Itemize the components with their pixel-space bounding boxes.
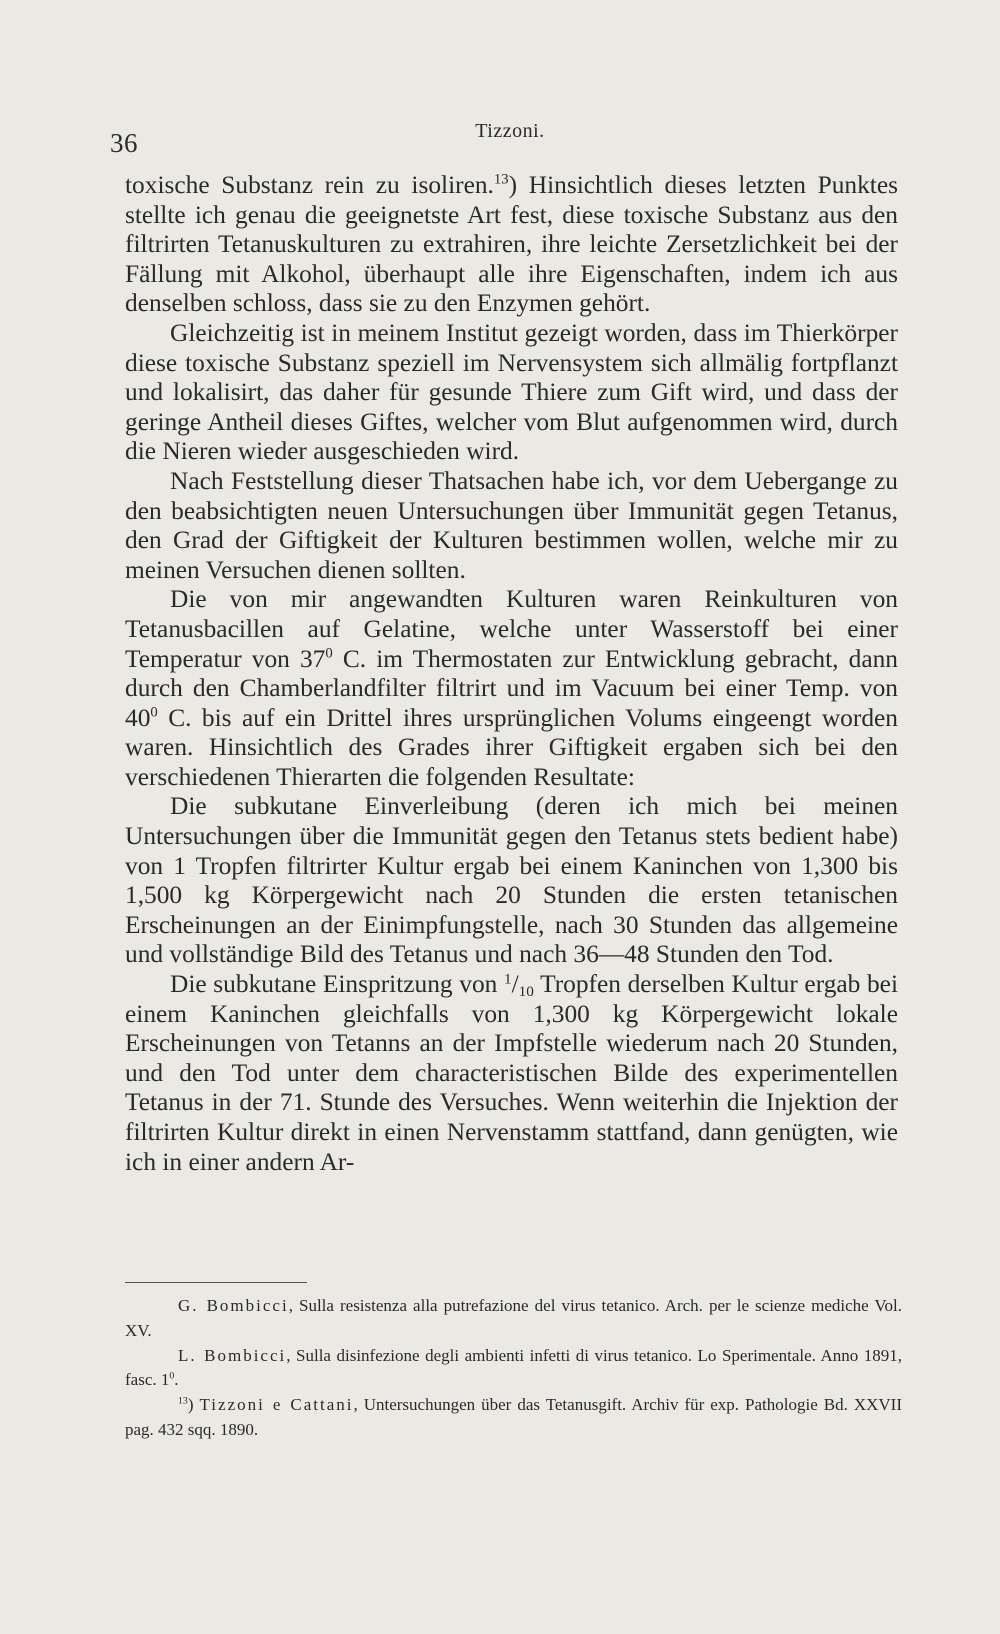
paragraph xyxy=(125,467,898,585)
footnote-author: Tizzoni e Cattani xyxy=(199,1395,354,1415)
footnote-tail: . xyxy=(174,1370,179,1390)
text-run: Die von mir angewandten Kulturen waren Reinkulturen von Tetanusbacillen auf Gelatine, welche unter Wasserstoff bei einer Temperatur von 37 xyxy=(125,585,898,673)
footnote-text: , Sulla disinfezione degli ambienti infetti di virus tetanico. Lo Sperimentale. Anno 1891, fasc. 1 xyxy=(125,1345,903,1390)
paragraph xyxy=(125,171,898,319)
footnote xyxy=(125,1393,902,1443)
text-run: C. bis auf ein Drittel ihres ursprünglichen Volums eingeengt worden waren. Hinsichtlich des Grades ihrer Giftigkeit ergaben sich bei den verschiedenen Thierarten die folgenden Resultate: xyxy=(125,703,898,791)
running-title: Tizzoni. xyxy=(475,120,545,142)
text-run: Die subkutane Einverleibung (deren ich mich bei meinen Untersuchungen über die Immunität gegen den Tetanus stets bedient habe) von 1 Tropfen filtrirter Kultur ergab bei einem Kaninchen von 1,300 bis 1,500 kg Körpergewicht nach 20 Stunden die ersten tetanischen Erscheinungen an der Einimpfungstelle, nach 30 Stunden das allgemeine und vollständige Bild des Tetanus und nach 36—48 Stunden den Tod. xyxy=(125,792,898,969)
footnote-text: , Untersuchungen über das Tetanusgift. Archiv für exp. Pathologie Bd. XXVII pag. 432 sqq. 1890. xyxy=(125,1395,902,1439)
paragraph xyxy=(125,792,898,970)
text-run: Gleichzeitig ist in meinem Institut gezeigt worden, dass im Thierkörper diese toxische Substanz speziell im Nervensystem sich allmälig fortpflanzt und lokalisirt, das daher für gesunde Thiere zum Gift wird, und dass der geringe Antheil dieses Giftes, welcher vom Blut aufgenommen wird, durch die Nieren wieder ausgeschieden wird. xyxy=(125,318,898,466)
footnotes xyxy=(125,1294,902,1443)
text-run: Die subkutane Einspritzung von xyxy=(170,970,504,999)
superscript: 0 xyxy=(150,704,158,721)
text-run: Tropfen derselben Kultur ergab bei einem Kaninchen gleichfalls von 1,300 kg Körpergewicht lokale Erscheinungen von Tetanns an der Impfstelle wiederum nach 20 Stunden, und den Tod unter dem characteristischen Bilde des experimentellen Tetanus in der 71. Stunde des Versuches. Wenn weiterhin die Injektion der filtrirten Kultur direkt in einen Nervenstamm stattfand, dann genügten, wie ich in einer andern Ar- xyxy=(125,970,899,1176)
footnote-marker: 13 xyxy=(178,1395,188,1407)
paragraph xyxy=(125,585,898,792)
text-run: C. im Thermostaten zur Entwicklung gebracht, dann durch den Chamberlandfilter filtrirt und im Vacuum bei einer Temp. von 40 xyxy=(125,644,898,732)
superscript: 0 xyxy=(169,1370,175,1382)
footnote-author: L. Bombicci xyxy=(178,1345,287,1365)
page-header xyxy=(110,112,910,156)
fraction-denominator: 10 xyxy=(518,982,534,1000)
footnote xyxy=(125,1294,902,1344)
superscript: 0 xyxy=(325,645,333,662)
text-run: toxische Substanz rein zu isoliren. xyxy=(125,171,494,199)
footnote-rule xyxy=(125,1282,307,1283)
text-run: ) Hinsichtlich dieses letzten Punktes stellte ich genau die geeignetste Art fest, diese toxische Substanz aus den filtrirten Tetanuskulturen zu extrahiren, ihre leichte Zersetzlichkeit bei der Fällung mit Alkohol, überhaupt alle ihre Eigenschaften, indem ich aus denselben schloss, dass sie zu den Enzymen gehört. xyxy=(125,171,899,318)
fraction-numerator: 1 xyxy=(503,970,512,988)
paragraph xyxy=(125,970,898,1177)
paragraph xyxy=(125,319,898,467)
body-text xyxy=(125,171,898,1177)
superscript: 13 xyxy=(493,171,509,188)
footnote-text: , Sulla resistenza alla putrefazione del virus tetanico. Arch. per le scienze mediche Vol. XV. xyxy=(125,1296,902,1340)
footnote-author: G. Bombicci xyxy=(178,1296,289,1315)
fraction: $^1$/10 xyxy=(503,970,534,1000)
footnote xyxy=(125,1344,902,1394)
page-number: 36 xyxy=(110,128,138,158)
footnote-marker-paren: ) xyxy=(187,1395,200,1415)
text-run: Nach Feststellung dieser Thatsachen habe ich, vor dem Uebergange zu den beabsichtigten neuen Untersuchungen über Immunität gegen Tetanus, den Grad der Giftigkeit der Kulturen bestimmen wollen, welche mir zu meinen Versuchen dienen sollten. xyxy=(125,466,898,584)
